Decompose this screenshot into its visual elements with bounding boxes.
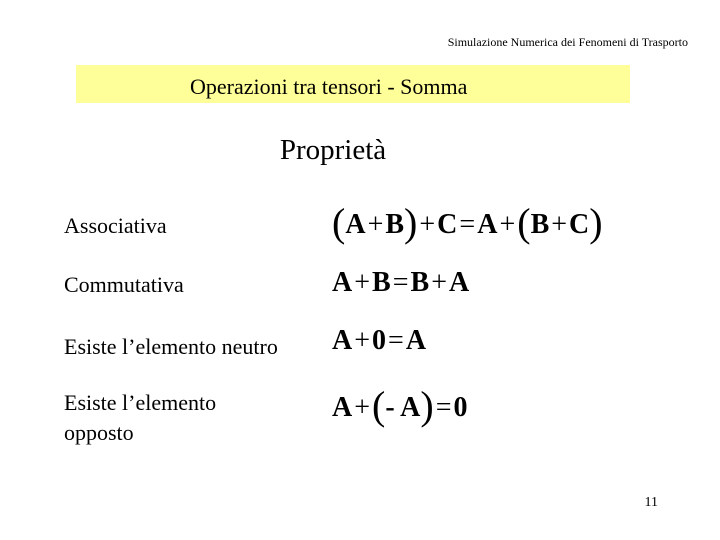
page-number: 11 (644, 495, 658, 510)
property-label-opposto-line1: Esiste l’elemento (64, 390, 217, 415)
property-label-commutativa: Commutativa (64, 272, 184, 297)
slide-title: Operazioni tra tensori - Somma (190, 74, 468, 99)
formula-opposto: A+(- A)=0 (332, 383, 468, 428)
slide-subtitle: Proprietà (279, 134, 387, 166)
property-label-neutro: Esiste l’elemento neutro (64, 334, 278, 359)
property-label-opposto-line2: opposto (64, 420, 134, 445)
course-header: Simulazione Numerica dei Fenomeni di Trasporto (447, 35, 688, 49)
property-label-opposto (64, 388, 216, 448)
formula-associativa: (A+B)+C=A+(B+C) (332, 200, 603, 245)
formula-commutativa: A+B=B+A (332, 267, 470, 298)
slide-title-band (76, 65, 630, 103)
formula-neutro: A+0=A (332, 325, 427, 356)
property-label-associativa: Associativa (64, 213, 167, 238)
